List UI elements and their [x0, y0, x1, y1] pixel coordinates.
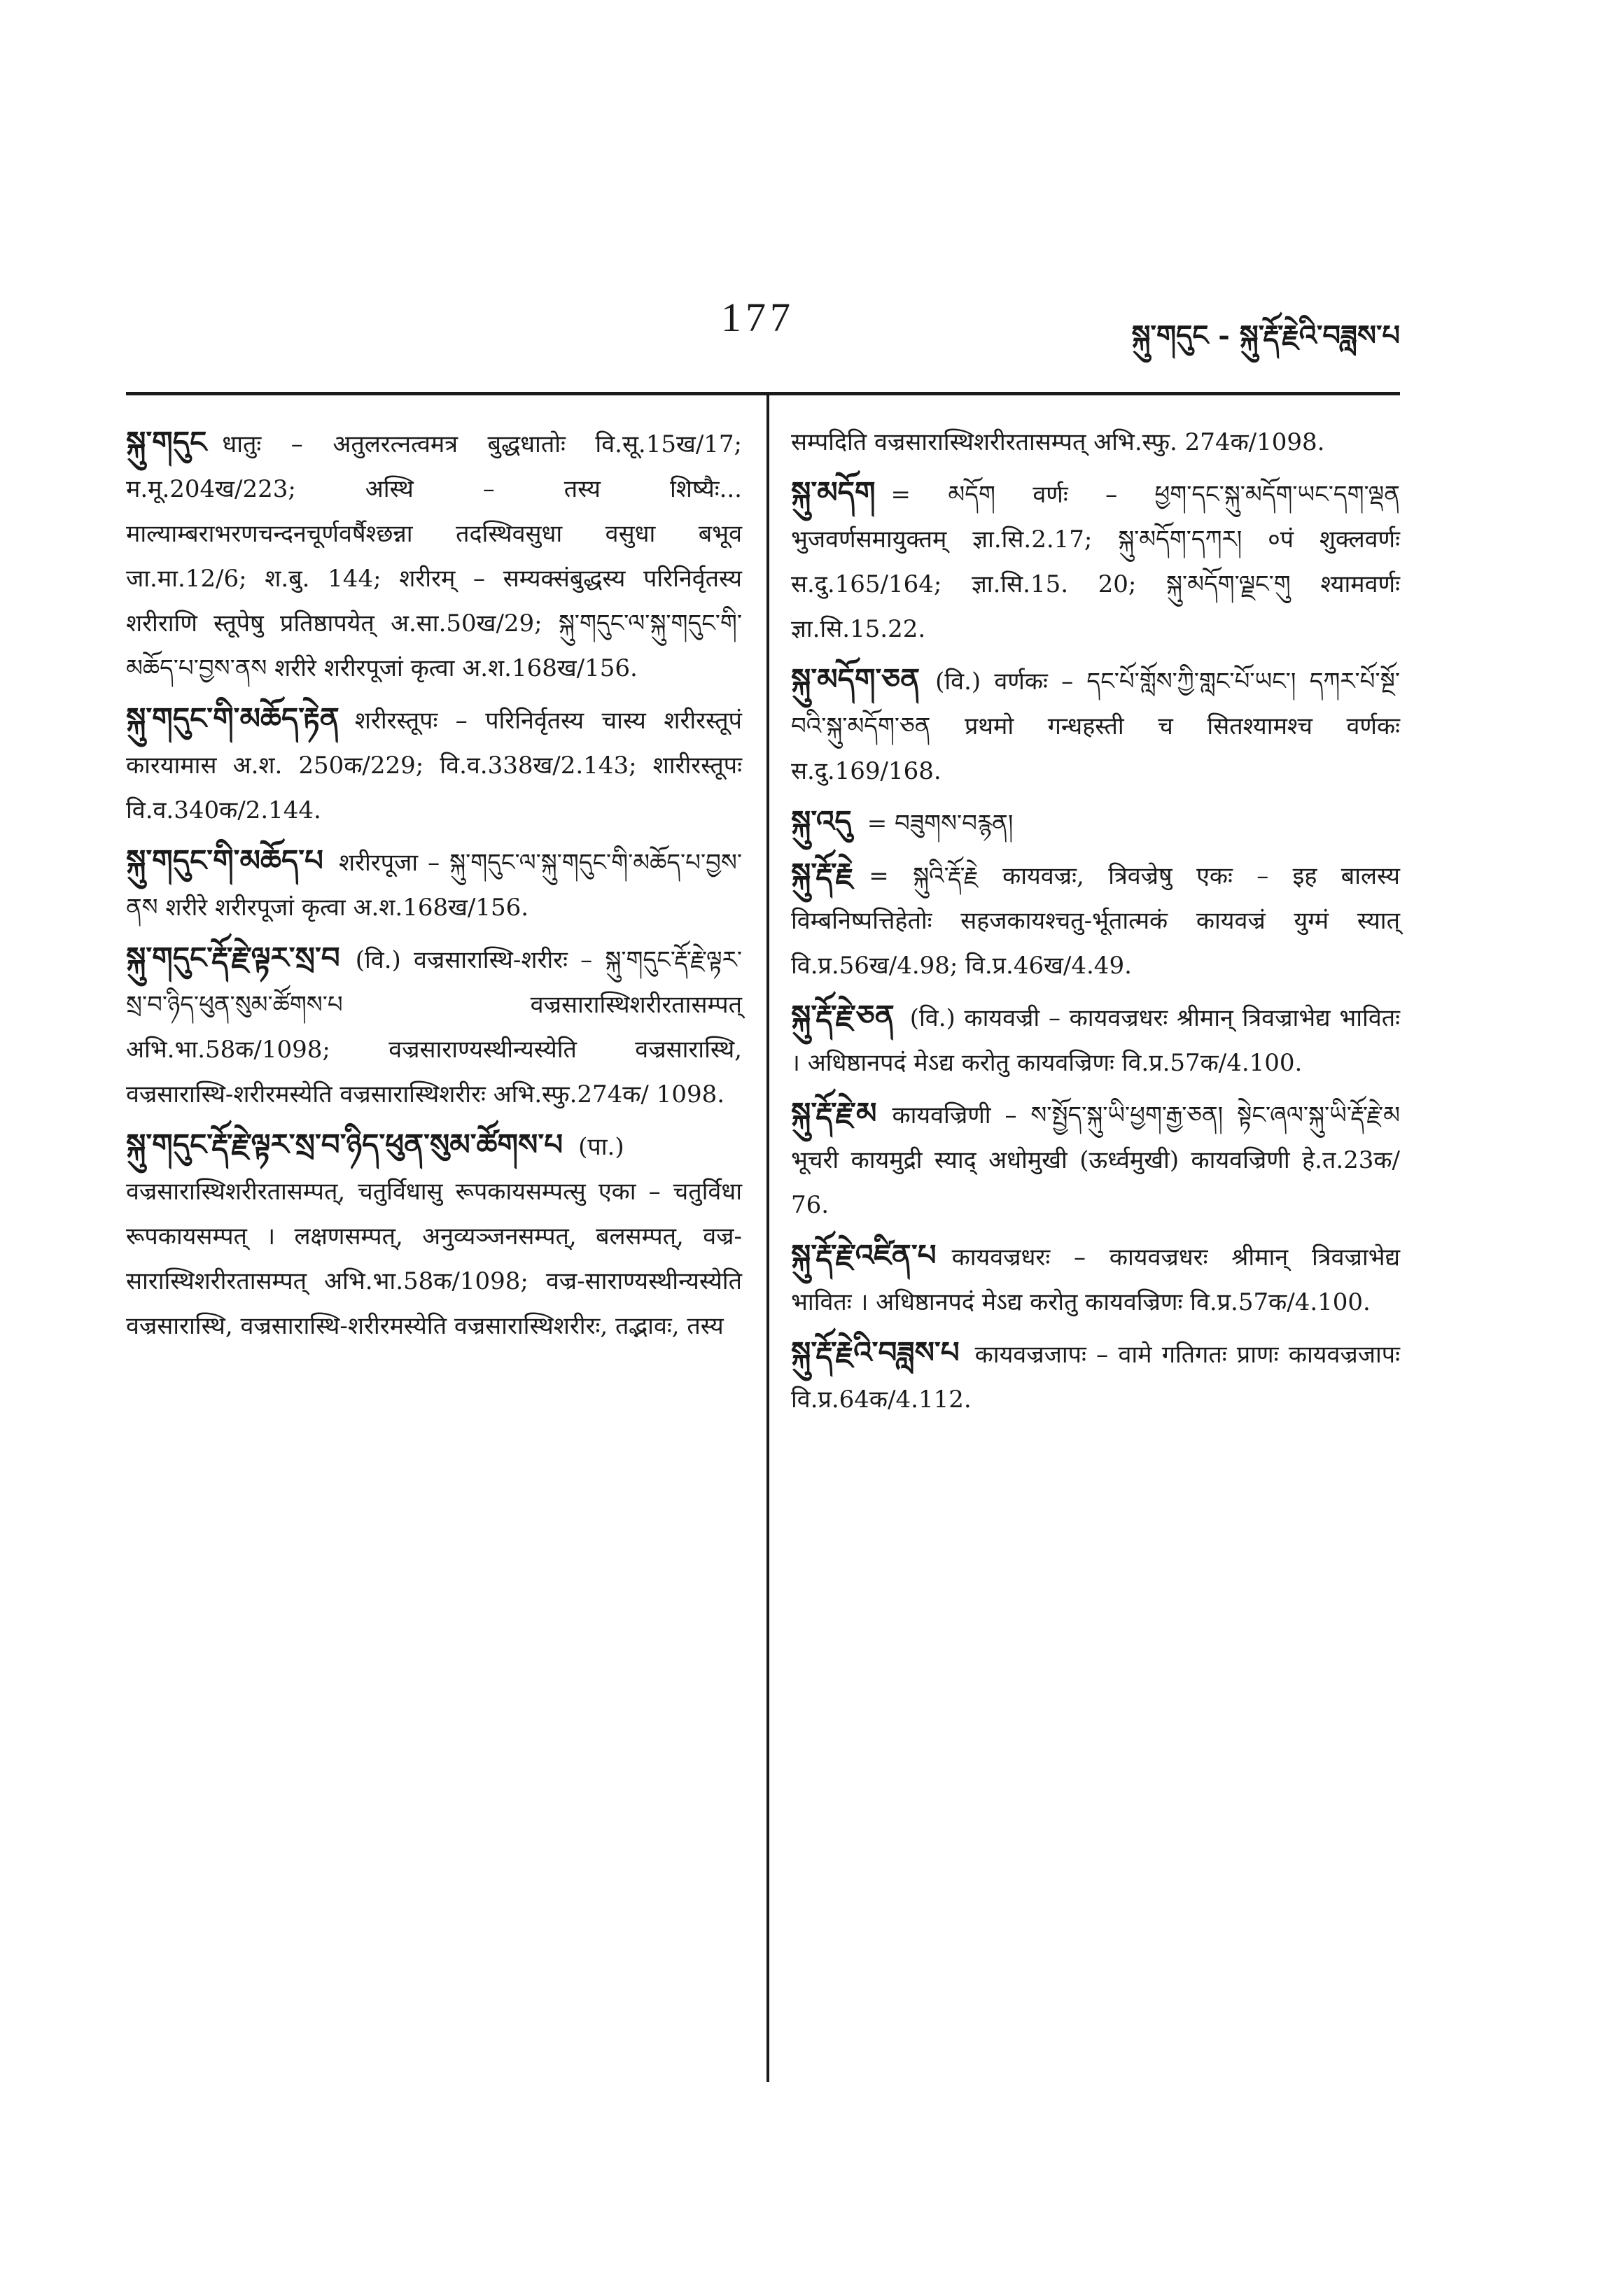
column-divider — [766, 395, 769, 2082]
entry-headword: སྐུ་རྡོ་རྗེ — [791, 857, 854, 891]
dictionary-entry — [791, 1233, 1400, 1325]
entry-text: (वि.) कायवज्री – कायवज्रधरः श्रीमान् त्रिवज्राभेद्य भावितः । अधिष्ठानपदं मेऽद्य करोतु कायवज्रिणः वि.प्र.57क/4.100. — [791, 1004, 1400, 1077]
entry-text: = སྐུའི་རྡོ་རྗེ कायवज्रः, त्रिवज्रेषु एकः – इह बालस्य विम्बनिष्पत्तिहेतोः सहजकायश्चतु-र्भूतात्मकं कायवज्रं युग्मं स्यात् वि.प्र.56ख/4.98; वि.प्र.46ख/4.49. — [791, 862, 1400, 980]
header-rule — [126, 392, 1400, 395]
dictionary-entry — [791, 799, 1400, 846]
entry-text: शरीरस्तूपः – परिनिर्वृतस्य चास्य शरीरस्तूपं कारयामास अ.श. 250क/229; वि.व.338ख/2.143; शारीरस्तूपः वि.व.340क/2.144. — [126, 707, 742, 824]
dictionary-entry-continued — [791, 420, 1400, 465]
dictionary-entry — [126, 420, 742, 691]
entry-headword: སྐུ་རྡོ་རྗེ་མ — [791, 1096, 877, 1130]
entry-headword: སྐུ་གདུང — [126, 425, 207, 459]
running-head: སྐུ་གདུང - སྐུ་རྡོ་རྗེའི་བཟླས་པ — [1131, 319, 1400, 352]
entry-text: शरीरपूजा – སྐུ་གདུང་ལ་སྐུ་གདུང་གི་མཆོད་པ་བྱས་ནས शरीरे शरीरपूजां कृत्वा अ.श.168ख/156. — [126, 849, 742, 922]
entry-text: (पा.) वज्रसारास्थिशरीरतासम्पत्, चतुर्विधासु रूपकायसम्पत्सु एका – चतुर्विधा रूपकायसम्पत् । लक्षणसम्पत्, अनुव्यञ्जनसम्पत्, बलसम्पत्, वज्र-सारास्थिशरीरतासम्पत् अभि.भा.58क/1098; वज्र-साराण्यस्थीन्यस्येति वज्रसारास्थि, वज्रसारास्थि-शरीरमस्येति वज्रसारास्थिशरीरः, तद्भावः, तस्य — [126, 1133, 742, 1340]
dictionary-entry — [791, 657, 1400, 794]
entry-text: धातुः – अतुलरत्नत्वमत्र बुद्धधातोः वि.सू.15ख/17; म.मू.204ख/223; अस्थि – तस्य शिष्यैः... माल्याम्बराभरणचन्दनचूर्णवर्षैश्छन्ना तदस्थिवसुधा वसुधा बभूव जा.मा.12/6; श.बु. 144; शरीरम् – सम्यक्संबुद्धस्य परिनिर्वृतस्य शरीराणि स्तूपेषु प्रतिष्ठापयेत् अ.सा.50ख/29; སྐུ་གདུང་ལ་སྐུ་གདུང་གི་མཆོད་པ་བྱས་ནས शरीरे शरीरपूजां कृत्वा अ.श.168ख/156. — [126, 430, 742, 682]
entry-text: (वि.) वज्रसारास्थि-शरीरः – སྐུ་གདུང་རྡོ་རྗེ་ལྟར་སྲ་བ་ཉིད་ཕུན་སུམ་ཚོགས་པ वज्रसारास्थिशरीरतासम्पत् अभि.भा.58क/1098; वज्रसाराण्यस्थीन्यस्येति वज्रसारास्थि, वज्रसारास्थि-शरीरमस्येति वज्रसारास्थिशरीरः अभि.स्फु.274क/ 1098. — [126, 946, 742, 1108]
dictionary-entry — [791, 994, 1400, 1085]
entry-headword: སྐུ་གདུང་རྡོ་རྗེ་ལྟར་སྲ་བ — [126, 941, 340, 975]
page-number: 177 — [721, 295, 794, 340]
entry-headword: སྐུ་མདོག་ཅན — [791, 662, 920, 696]
entry-text: सम्पदिति वज्रसारास्थिशरीरतासम्पत् अभि.स्फु. 274क/1098. — [791, 428, 1325, 456]
dictionary-entry — [791, 1091, 1400, 1227]
dictionary-entry — [791, 470, 1400, 652]
entry-headword: སྐུ་གདུང་གི་མཆོད་པ — [126, 843, 323, 878]
entry-headword: སྐུ་རྡོ་རྗེ་ཅན — [791, 999, 895, 1033]
entry-text: कायवज्रिणी – ས་སྤྱོད་སྐུ་ཡི་ཕྱག་རྒྱ་ཅན། སྟེང་ཞལ་སྐུ་ཡི་རྡོ་རྗེ་མ भूचरी कायमुद्री स्याद् अधोमुखी (ऊर्ध्वमुखी) कायवज्रिणी हे.त.23क/ 76. — [791, 1101, 1400, 1219]
dictionary-entry — [126, 1122, 742, 1348]
entry-text: कायवज्रधरः – कायवज्रधरः श्रीमान् त्रिवज्राभेद्य भावितः । अधिष्ठानपदं मेऽद्य करोतु कायवज्रिणः वि.प्र.57क/4.100. — [791, 1244, 1400, 1316]
entry-headword: སྐུ་རྡོ་རྗེ་འཛིན་པ — [791, 1238, 937, 1272]
page-header — [126, 280, 1400, 371]
entry-headword: སྐུ་རྡོ་རྗེའི་བཟླས་པ — [791, 1335, 960, 1369]
left-column — [126, 420, 742, 1354]
entry-headword: སྐུ་མདོག — [791, 475, 876, 509]
dictionary-entry — [126, 696, 742, 833]
right-column — [791, 420, 1400, 1428]
dictionary-entry — [126, 936, 742, 1117]
entry-headword: སྐུ་འདུ — [791, 804, 852, 838]
dictionary-entry — [126, 838, 742, 930]
entry-text: (वि.) वर्णकः – དང་པོ་གློས་ཀྱི་གླང་པོ་ཡང་། དཀར་པོ་སྔོ་བའི་སྐུ་མདོག་ཅན प्रथमो गन्धहस्ती च सितश्यामश्च वर्णकः स.दु.169/168. — [791, 668, 1400, 785]
dictionary-entry — [791, 852, 1400, 988]
entry-headword: སྐུ་གདུང་རྡོ་རྗེ་ལྟར་སྲ་བ་ཉིད་ཕུན་སུམ་ཚོགས་པ — [126, 1127, 564, 1162]
entry-headword: སྐུ་གདུང་གི་མཆོད་རྟེན — [126, 701, 340, 735]
entry-text: = མདོག वर्णः – ཕྱག་དང་སྐུ་མདོག་ཡང་དག་ལྡན भुजवर्णसमायुक्तम् ज्ञा.सि.2.17; སྐུ་མདོག་དཀར། ०पं शुक्लवर्णः स.दु.165/164; ज्ञा.सि.15. 20; སྐུ་མདོག་ལྗང་གུ श्यामवर्णः ज्ञा.सि.15.22. — [791, 481, 1400, 643]
entry-text: = བཟུགས་བརྙན། — [867, 810, 1014, 838]
dictionary-entry — [791, 1330, 1400, 1422]
entry-text: कायवज्रजापः – वामे गतिगतः प्राणः कायवज्रजापः वि.प्र.64क/4.112. — [791, 1341, 1400, 1414]
